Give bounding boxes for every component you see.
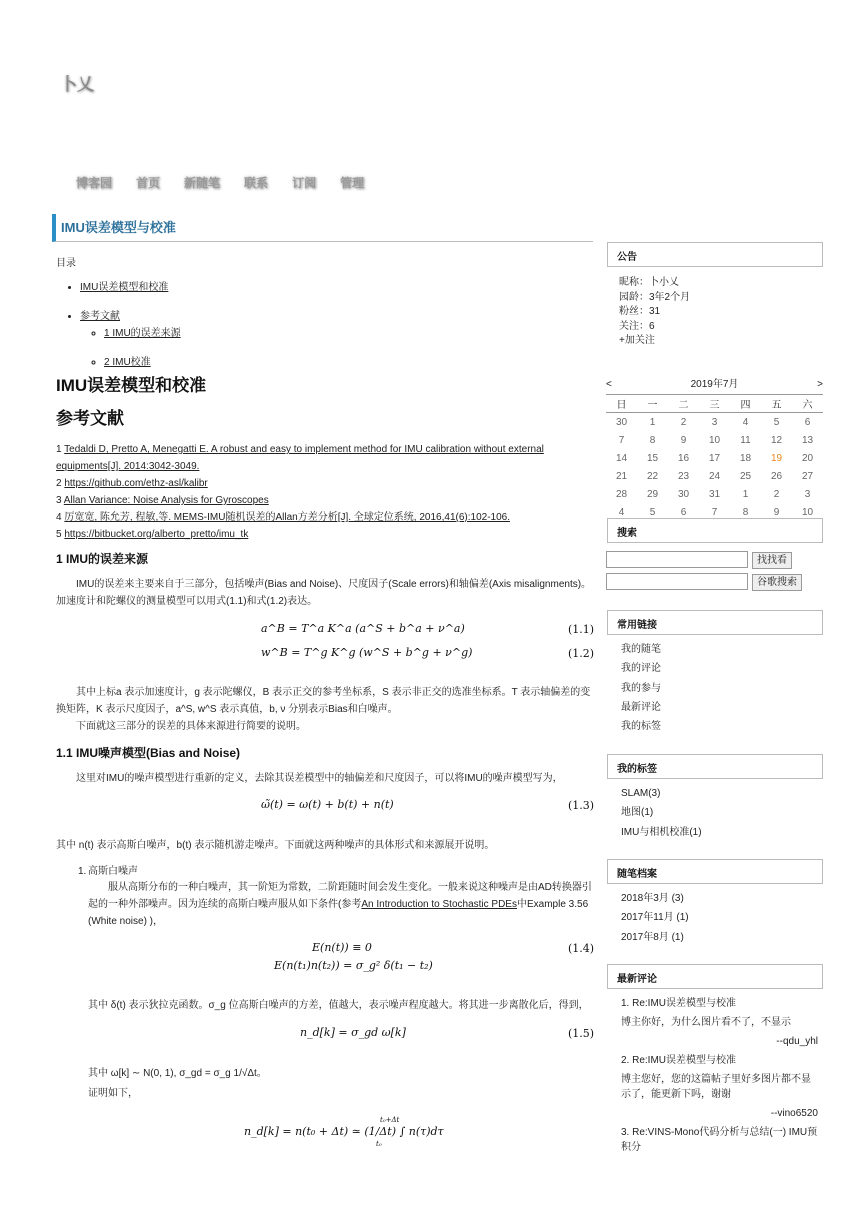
- equation-1-4b: E(n(t₁)n(t₂)) = σ_g² δ(t₁ − t₂): [274, 959, 433, 972]
- followers[interactable]: 粉丝：31: [619, 306, 661, 318]
- archive-list: [621, 889, 838, 947]
- calendar-day: 21: [615, 470, 628, 482]
- calendar-weekday: 一: [637, 395, 668, 413]
- reference-item: 1 Tedaldi D, Pretto A, Menegatti E. A robust and easy to implement method for IMU calibration without external equipments[J]. 2014:3042-3049.: [56, 444, 544, 472]
- notice-panel: [619, 276, 836, 349]
- toc-label: 目录: [56, 258, 76, 269]
- calendar-day: 1: [649, 416, 656, 428]
- equation-number: (1.4): [568, 942, 595, 955]
- equation-number: (1.5): [568, 1027, 595, 1040]
- reference-link[interactable]: Allan Variance: Noise Analysis for Gyroscopes: [63, 495, 269, 506]
- archive-item[interactable]: 2017年8月 (1): [621, 931, 684, 943]
- follow-button[interactable]: +加关注: [619, 335, 655, 347]
- nav-item-manage[interactable]: 管理: [340, 176, 365, 190]
- reference-link[interactable]: https://bitbucket.org/alberto_pretto/imu_tk: [64, 529, 249, 540]
- calendar-day: 17: [708, 452, 721, 464]
- link-my-posts[interactable]: 我的随笔: [621, 644, 661, 655]
- archive-item[interactable]: 2017年11月 (1): [621, 912, 689, 924]
- calendar-weekday: 四: [730, 395, 761, 413]
- archive-title: 随笔档案: [607, 859, 823, 884]
- calendar: [606, 378, 823, 521]
- reference-link[interactable]: 厉宽宽, 陈允芳, 程敏,等. MEMS-IMU随机误差的Allan方差分析[J]. 全球定位系统, 2016,41(6):102-106.: [64, 512, 510, 523]
- comments-title: 最新评论: [607, 964, 823, 989]
- calendar-day: 5: [773, 416, 780, 428]
- comment-body: 博主您好，您的这篇帖子里好多图片都不显示了，能更新下吗，谢谢: [621, 1074, 811, 1100]
- equation-1-5: n_d[k] = σ_gd ω[k]: [300, 1026, 406, 1039]
- calendar-day: 26: [770, 470, 783, 482]
- calendar-day: 9: [680, 434, 687, 446]
- calendar-day: 8: [742, 506, 749, 518]
- calendar-day: 7: [618, 434, 625, 446]
- equation-1-1: a^B = T^a K^a (a^S + b^a + ν^a): [261, 622, 465, 635]
- links-title: 常用链接: [607, 610, 823, 635]
- calendar-weekday: 二: [668, 395, 699, 413]
- toc-link-main[interactable]: IMU误差模型和校准: [80, 282, 169, 293]
- calendar-day: 27: [801, 470, 814, 482]
- comment-title[interactable]: 1. Re:IMU误差模型与校准: [621, 998, 737, 1009]
- tag-item[interactable]: 地图(1): [621, 807, 654, 819]
- paragraph: 下面就这三部分的误差的具体来源进行简要的说明。: [76, 721, 306, 732]
- nav-item-contact[interactable]: 联系: [244, 176, 269, 190]
- google-search-input[interactable]: [606, 573, 748, 590]
- paragraph: 证明如下，: [88, 1088, 138, 1099]
- nav-item-new-post[interactable]: 新随笔: [184, 176, 221, 190]
- toc: [56, 279, 592, 371]
- reference-list: [56, 441, 592, 543]
- calendar-day: 1: [742, 488, 749, 500]
- archive-item[interactable]: 2018年3月 (3): [621, 893, 684, 904]
- calendar-next-button[interactable]: >: [817, 379, 823, 390]
- reference-item: 4 厉宽宽, 陈允芳, 程敏,等. MEMS-IMU随机误差的Allan方差分析[J]. 全球定位系统, 2016,41(6):102-106.: [56, 512, 510, 523]
- nickname[interactable]: 昵称：卜小乂: [619, 277, 679, 288]
- list-item-title: 高斯白噪声: [88, 866, 138, 877]
- calendar-day: 9: [773, 506, 780, 518]
- link-my-comments[interactable]: 我的评论: [621, 663, 661, 675]
- calendar-grid: [606, 394, 823, 521]
- paragraph: 这里对IMU的噪声模型进行重新的定义，去除其误差模型中的轴偏差和尺度因子，可以将IMU的噪声模型写为，: [76, 773, 563, 784]
- equation-number: (1.3): [568, 799, 595, 812]
- comment-title[interactable]: 3. Re:VINS-Mono代码分析与总结(一) IMU预积分: [621, 1127, 818, 1153]
- comments-list: [621, 996, 818, 1155]
- paragraph: IMU的误差来主要来自于三部分，包括噪声(Bias and Noise)、尺度因子(Scale errors)和轴偏差(Axis misalignments)。加速度计和陀螺仪的测量模型可以用式(1.1)和式(1.2)表达。: [56, 579, 592, 607]
- calendar-day: 5: [649, 506, 656, 518]
- reference-link[interactable]: Tedaldi D, Pretto A, Menegatti E. A robust and easy to implement method for IMU calibration without external equipments[J]. 2014:3042-3049.: [56, 444, 544, 472]
- calendar-weekday: 三: [699, 395, 730, 413]
- reference-item: 3 Allan Variance: Noise Analysis for Gyroscopes: [56, 495, 269, 506]
- section-title-1: 1 IMU的误差来源: [56, 552, 149, 566]
- calendar-day: 25: [739, 470, 752, 482]
- calendar-weekday: 五: [761, 395, 792, 413]
- list-number: 1.: [78, 866, 87, 877]
- google-search-button[interactable]: 谷歌搜索: [752, 574, 802, 591]
- calendar-day: 2: [680, 416, 687, 428]
- equation-1-4a: E(n(t)) ≡ 0: [312, 941, 372, 954]
- equation-proof: n_d[k] = n(t₀ + Δt) ≃ (1/Δt) ∫ n(τ)dτ: [244, 1125, 444, 1138]
- toc-link-sec1[interactable]: 1 IMU的误差来源: [104, 328, 181, 339]
- calendar-day: 15: [646, 452, 659, 464]
- calendar-day: 20: [801, 452, 814, 464]
- calendar-day: 10: [801, 506, 814, 518]
- paragraph: 其中 δ(t) 表示狄拉克函数。σ_g 位高斯白噪声的方差，值越大，表示噪声程度越大。将其进一步离散化后，得到，: [88, 1000, 589, 1011]
- calendar-day: 22: [646, 470, 659, 482]
- calendar-day: 31: [708, 488, 721, 500]
- nav-item-subscribe[interactable]: 订阅: [292, 176, 317, 190]
- calendar-prev-button[interactable]: <: [606, 379, 612, 390]
- link-latest-comments[interactable]: 最新评论: [621, 701, 661, 713]
- integral-lower-limit: t₀: [376, 1140, 382, 1148]
- equation-1-2: w^B = T^g K^g (w^S + b^g + ν^g): [261, 646, 473, 659]
- calendar-day: 6: [804, 416, 811, 428]
- paragraph: 服从高斯分布的一种白噪声，其一阶矩为常数，二阶距随时间会发生变化。一般来说这种噪声是由AD转换器引起的一种外部噪声。因为连续的高斯白噪声服从如下条件(参考An Introduction to Stochastic PDEs中Example 3.56 (White noise) )，: [88, 882, 592, 927]
- paragraph: 其中 ω[k] ∼ N(0, 1), σ_gd = σ_g 1/√Δt。: [88, 1068, 267, 1079]
- calendar-day: 2: [773, 488, 780, 500]
- calendar-month: 2019年7月: [690, 379, 739, 390]
- calendar-day: 16: [677, 452, 690, 464]
- reference-item: 5 https://bitbucket.org/alberto_pretto/imu_tk: [56, 529, 249, 540]
- calendar-day: 30: [677, 488, 690, 500]
- comment-body: 博主你好，为什么图片看不了，不显示: [621, 1017, 791, 1028]
- calendar-day: 10: [708, 434, 721, 446]
- paragraph: 其中 n(t) 表示高斯白噪声，b(t) 表示随机游走噪声。下面就这两种噪声的具体形式和来源展开说明。: [56, 840, 495, 851]
- calendar-weekday: 六: [792, 395, 823, 413]
- equation-1-3: ω̃(t) = ω(t) + b(t) + n(t): [261, 798, 394, 811]
- calendar-day: 11: [740, 434, 751, 446]
- calendar-day: 12: [770, 434, 783, 446]
- tag-item[interactable]: SLAM(3): [621, 788, 661, 799]
- calendar-day: 7: [711, 506, 718, 518]
- calendar-day: 29: [646, 488, 659, 500]
- blog-title[interactable]: 卜乂: [60, 75, 94, 94]
- link-my-participation[interactable]: 我的参与: [621, 682, 661, 694]
- calendar-day: 23: [677, 470, 690, 482]
- following[interactable]: 关注：6: [619, 320, 655, 332]
- calendar-weekday: 日: [606, 395, 637, 413]
- integral-upper-limit: t₀+Δt: [380, 1116, 400, 1124]
- reference-item: 2 https://github.com/ethz-asl/kalibr: [56, 478, 208, 489]
- tag-item[interactable]: IMU与相机校准(1): [621, 826, 702, 838]
- calendar-day: 13: [801, 434, 814, 446]
- calendar-day: 30: [615, 416, 628, 428]
- calendar-day: 28: [615, 488, 628, 500]
- equation-number: (1.2): [568, 647, 595, 660]
- comment-title[interactable]: 2. Re:IMU误差模型与校准: [621, 1055, 737, 1066]
- calendar-day: 18: [739, 452, 752, 464]
- toc-link-sec2[interactable]: 2 IMU校准: [104, 357, 151, 368]
- calendar-day: 4: [618, 506, 625, 518]
- tags-list: [621, 784, 838, 842]
- calendar-day: 3: [711, 416, 718, 428]
- equation-number: (1.1): [568, 623, 595, 636]
- calendar-day: 3: [804, 488, 811, 500]
- notice-title: 公告: [607, 242, 823, 267]
- paragraph: 其中上标a 表示加速度计，g 表示陀螺仪，B 表示正交的参考坐标系，S 表示非正交的选准坐标系。T 表示轴偏差的变换矩阵，K 表示尺度因子，a^S, w^S 表示真值，b, ν 分别表示Bias和白噪声。: [56, 687, 591, 715]
- calendar-day: 6: [680, 506, 687, 518]
- search-title: 搜索: [607, 518, 823, 543]
- tags-title: 我的标签: [607, 754, 823, 779]
- heading-refs: 参考文献: [56, 409, 124, 428]
- search-button[interactable]: 找找看: [752, 552, 792, 569]
- comment-author[interactable]: --qdu_yhl: [776, 1036, 818, 1047]
- calendar-day[interactable]: 19: [770, 452, 783, 464]
- calendar-day: 4: [742, 416, 749, 428]
- reference-link[interactable]: https://github.com/ethz-asl/kalibr: [64, 478, 208, 489]
- calendar-day: 8: [649, 434, 656, 446]
- comment-author[interactable]: --vino6520: [770, 1108, 818, 1119]
- calendar-day: 14: [615, 452, 628, 464]
- nav-item-home[interactable]: 首页: [136, 176, 161, 190]
- calendar-day: 24: [708, 470, 721, 482]
- nav-bar: [76, 174, 364, 191]
- post-title[interactable]: IMU误差模型与校准: [52, 214, 593, 242]
- blog-age: 园龄：3年2个月: [619, 291, 691, 303]
- stochastic-pde-link[interactable]: An Introduction to Stochastic PDEs: [361, 899, 517, 910]
- link-my-tags[interactable]: 我的标签: [621, 721, 661, 733]
- section-title-1-1: 1.1 IMU噪声模型(Bias and Noise): [56, 746, 241, 760]
- nav-item-blogs[interactable]: 博客园: [76, 176, 113, 190]
- links-list: [621, 640, 838, 736]
- heading-main: IMU误差模型和校准: [56, 376, 207, 395]
- search-input[interactable]: [606, 551, 748, 568]
- toc-link-refs[interactable]: 参考文献: [80, 311, 120, 322]
